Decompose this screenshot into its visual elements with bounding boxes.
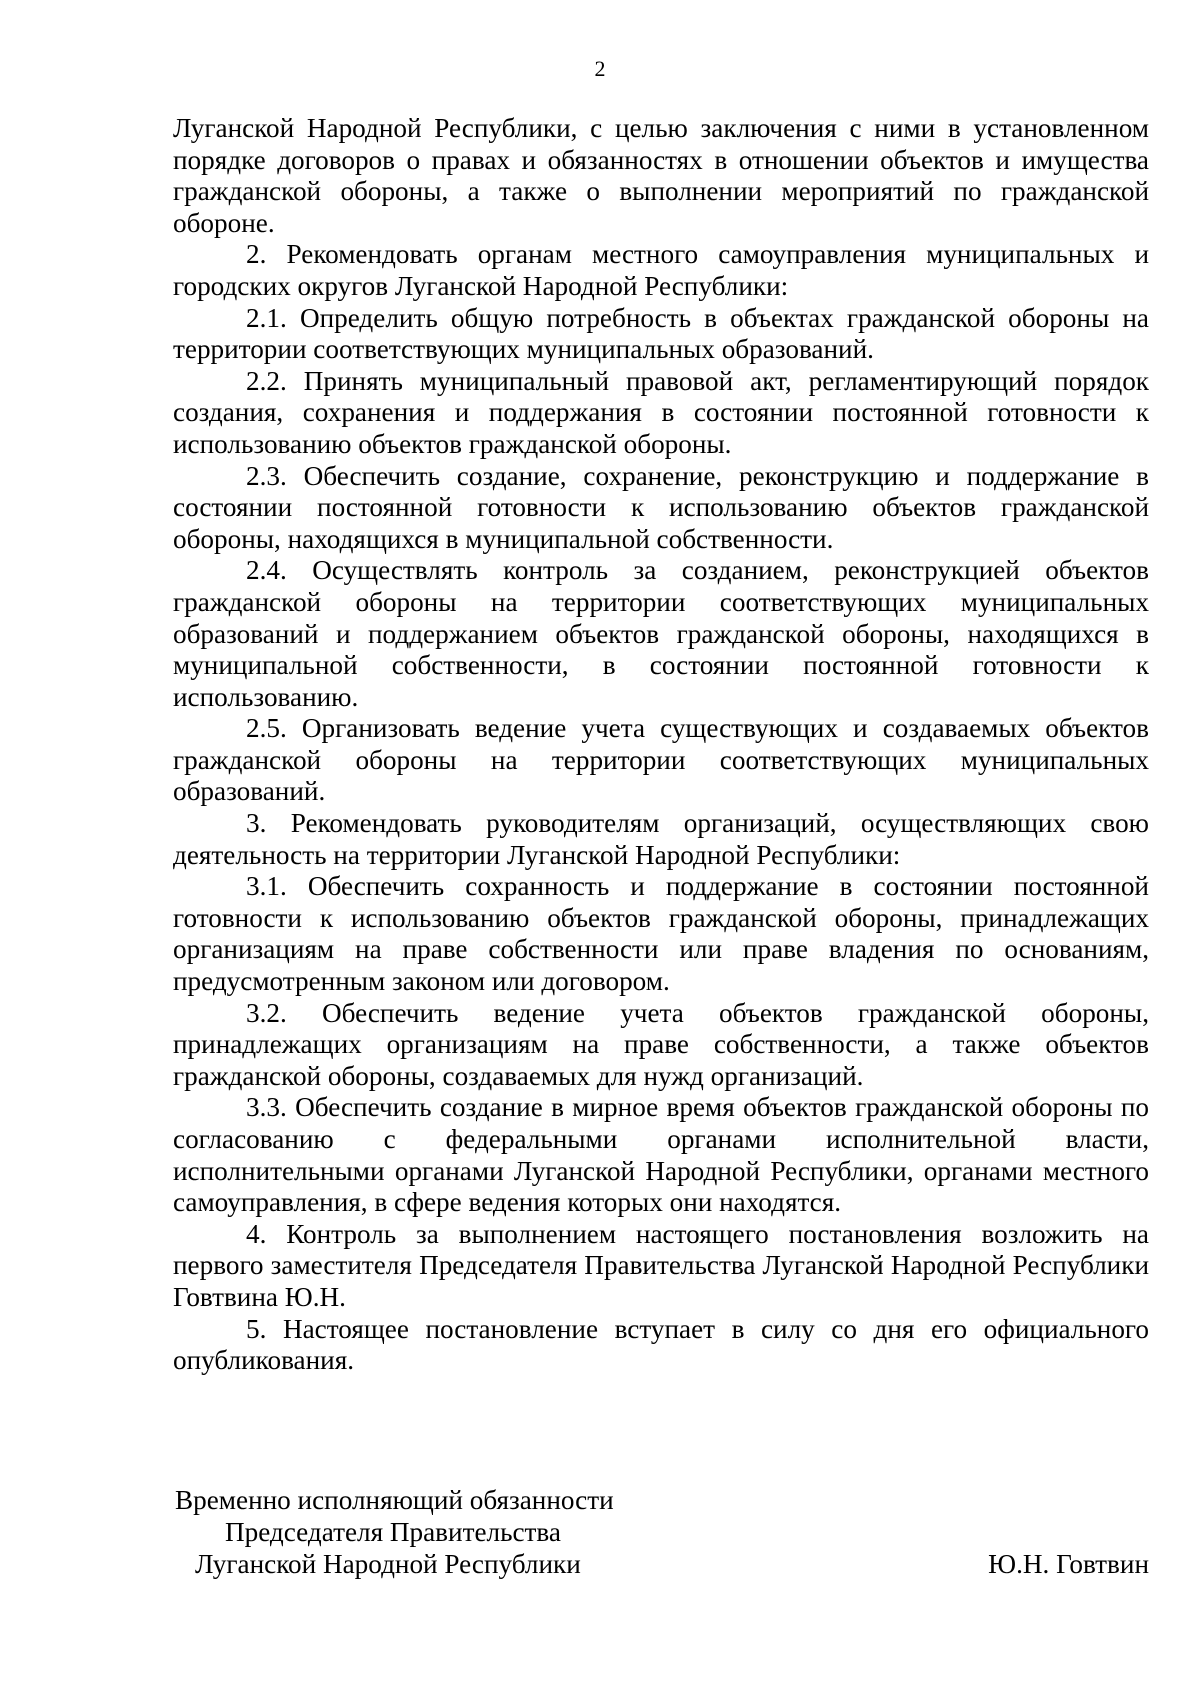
paragraph-item-3-3: 3.3. Обеспечить создание в мирное время объектов гражданской обороны по согласованию с федеральными органами исполнительной власти, исполнительными органами Луганской Народной Республики, органами местного самоуправления, в сфере ведения которых они находятся. [173,1092,1149,1218]
paragraph-item-2-5: 2.5. Организовать ведение учета существующих и создаваемых объектов гражданской обороны на территории соответствующих муниципальных образований. [173,713,1149,807]
signatory-position-line-2: Председателя Правительства [225,1517,561,1547]
page-number: 2 [594,56,606,81]
paragraph-item-2-4: 2.4. Осуществлять контроль за созданием, реконструкцией объектов гражданской обороны на территории соответствующих муниципальных образований и поддержанием объектов гражданской обороны, находящихся в муниципальной собственности, в состоянии постоянной готовности к использованию. [173,555,1149,712]
paragraph-item-2-1: 2.1. Определить общую потребность в объектах гражданской обороны на территории соответствующих муниципальных образований. [173,302,1149,365]
signatory-position-line-3: Луганской Народной Республики [195,1549,581,1579]
paragraph-item-3-2: 3.2. Обеспечить ведение учета объектов гражданской обороны, принадлежащих организациям на праве собственности, а также объектов гражданской обороны, создаваемых для нужд организаций. [173,997,1149,1091]
signature-block [173,1484,1149,1604]
document-body [173,113,1149,1377]
paragraph-item-3: 3. Рекомендовать руководителям организаций, осуществляющих свою деятельность на территории Луганской Народной Республики: [173,808,1149,870]
signatory-name: Ю.Н. Говтвин [988,1549,1149,1579]
paragraph-item-2-3: 2.3. Обеспечить создание, сохранение, реконструкцию и поддержание в состоянии постоянной готовности к использованию объектов гражданской обороны, находящихся в муниципальной собственности. [173,460,1149,554]
signatory-position-line-1: Временно исполняющий обязанности [175,1485,614,1515]
paragraph-item-2-2: 2.2. Принять муниципальный правовой акт, регламентирующий порядок создания, сохранения и поддержания в состоянии постоянной готовности к использованию объектов гражданской обороны. [173,365,1149,459]
paragraph-item-3-1: 3.1. Обеспечить сохранность и поддержание в состоянии постоянной готовности к использованию объектов гражданской обороны, принадлежащих организациям на праве собственности или праве владения по основаниям, предусмотренным законом или договором. [173,871,1149,997]
paragraph-item-4: 4. Контроль за выполнением настоящего постановления возложить на первого заместителя Председателя Правительства Луганской Народной Республики Говтвина Ю.Н. [173,1218,1149,1312]
paragraph-item-2: 2. Рекомендовать органам местного самоуправления муниципальных и городских округов Луганской Народной Республики: [173,239,1149,301]
paragraph-item-5: 5. Настоящее постановление вступает в силу со дня его официального опубликования. [173,1313,1149,1376]
paragraph-continuation: Луганской Народной Республики, с целью заключения с ними в установленном порядке договоров о правах и обязанностях в отношении объектов и имущества гражданской обороны, а также о выполнении мероприятий по гражданской обороне. [173,113,1149,238]
